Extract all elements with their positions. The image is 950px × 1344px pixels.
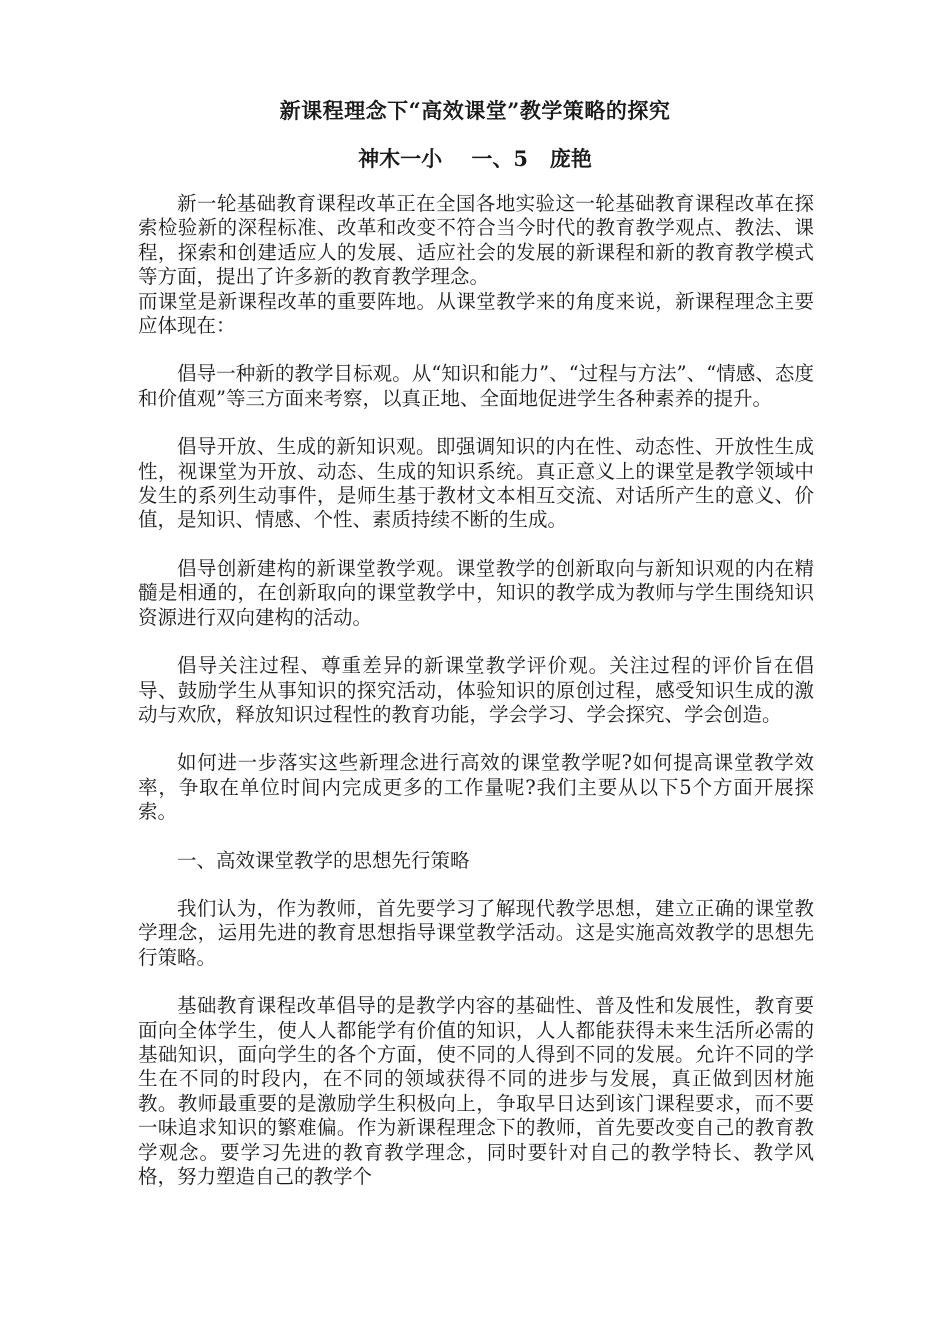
- document-body: [138, 192, 814, 1213]
- paragraph-classroom-view: 倡导创新建构的新课堂教学观。课堂教学的创新取向与新知识观的内在精髓是相通的，在创新取向的课堂教学中，知识的教学成为教师与学生围绕知识资源进行双向建构的活动。: [138, 556, 814, 629]
- document-title: 新课程理念下“高效课堂”教学策略的探究: [279, 98, 671, 123]
- author-byline: 神木一小 一、5 庞艳: [358, 146, 592, 171]
- paragraph-question: 如何进一步落实这些新理念进行高效的课堂教学呢?如何提高课堂教学效率，争取在单位时间内完成更多的工作量呢?我们主要从以下5个方面开展探索。: [138, 751, 814, 824]
- paragraph-section-1-intro: 我们认为，作为教师，首先要学习了解现代教学思想，建立正确的课堂教学理念，运用先进的教育思想指导课堂教学活动。这是实施高效教学的思想先行策略。: [138, 896, 814, 969]
- paragraph-intro-continued: 而课堂是新课程改革的重要阵地。从课堂教学来的角度来说，新课程理念主要应体现在：: [138, 289, 814, 338]
- paragraph-intro: 新一轮基础教育课程改革正在全国各地实验这一轮基础教育课程改革在探索检验新的深程标准、改革和改变不符合当今时代的教育教学观点、教法、课程，探索和创建适应人的发展、适应社会的发展的新课程和新的教育教学模式等方面，提出了许多新的教育教学理念。: [138, 192, 814, 289]
- section-heading-1: 一、高效课堂教学的思想先行策略: [177, 848, 470, 872]
- paragraph-section-1-body: 基础教育课程改革倡导的是教学内容的基础性、普及性和发展性，教育要面向全体学生，使人人都能学有价值的知识，人人都能获得未来生活所必需的基础知识，面向学生的各个方面，使不同的人得到不同的发展。允许不同的学生在不同的时段内，在不同的领域获得不同的进步与发展，真正做到因材施教。教师最重要的是激励学生积极向上，争取早日达到该门课程要求，而不要一味追求知识的繁难偏。作为新课程理念下的教师，首先要改变自己的教育教学观念。要学习先进的教育教学理念，同时要针对自己的教学特长、教学风格，努力塑造自己的教学个: [138, 994, 814, 1188]
- paragraph-knowledge-view: 倡导开放、生成的新知识观。即强调知识的内在性、动态性、开放性生成性，视课堂为开放、动态、生成的知识系统。真正意义上的课堂是教学领域中发生的系列生动事件，是师生基于教材文本相互交流、对话所产生的意义、价值，是知识、情感、个性、素质持续不断的生成。: [138, 435, 814, 532]
- paragraph-goal-view: 倡导一种新的教学目标观。从“知识和能力”、“过程与方法”、“情感、态度和价值观”等三方面来考察，以真正地、全面地促进学生各种素养的提升。: [138, 362, 814, 410]
- paragraph-evaluation-view: 倡导关注过程、尊重差异的新课堂教学评价观。关注过程的评价旨在倡导、鼓励学生从事知识的探究活动，体验知识的原创过程，感受知识生成的激动与欢欣，释放知识过程性的教育功能，学会学习、学会探究、学会创造。: [138, 654, 814, 726]
